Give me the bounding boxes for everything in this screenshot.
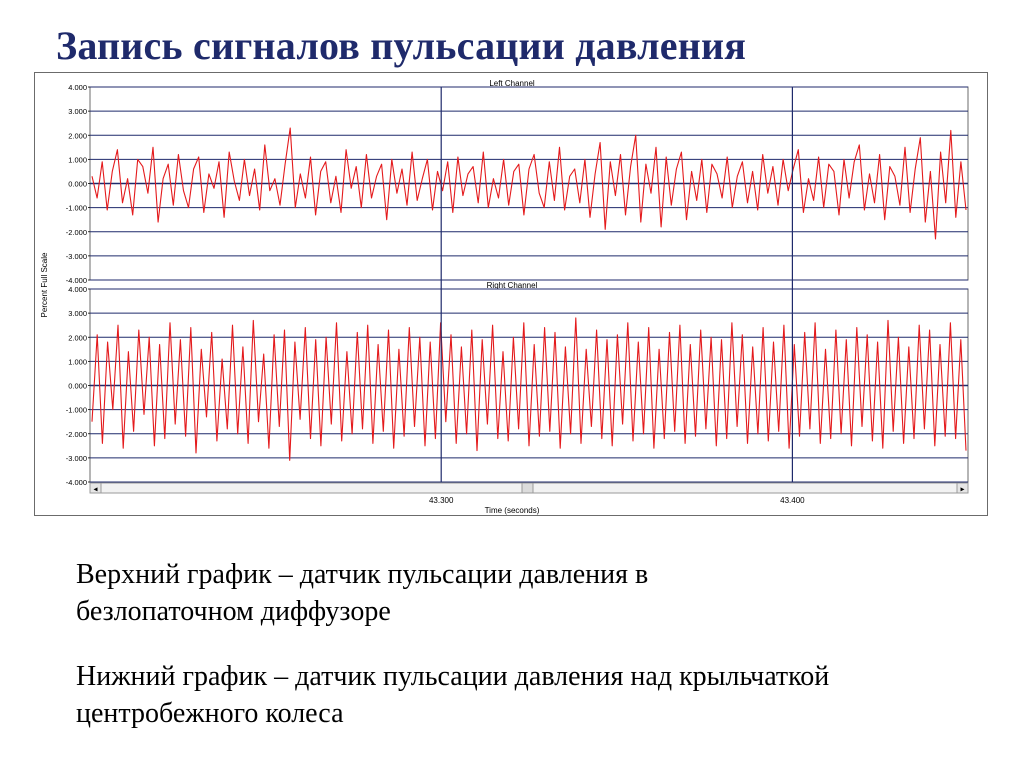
- right-y-tick-label: 2.000: [68, 333, 87, 343]
- left-y-tick-label: 3.000: [68, 107, 87, 117]
- right-y-tick-label: -4.000: [65, 478, 87, 487]
- left-y-tick-label: -2.000: [65, 227, 87, 237]
- left-y-tick-label: 0.000: [68, 179, 87, 189]
- scroll-right-arrow-icon: ▸: [960, 484, 965, 494]
- left-y-tick-label: -3.000: [65, 251, 87, 261]
- signal-chart: [35, 73, 989, 517]
- signal-chart-figure: [34, 72, 988, 516]
- caption-bottom-chart: Нижний график – датчик пульсации давления над крыльчаткой центробежного колеса: [76, 661, 830, 729]
- right-y-tick-label: 4.000: [68, 285, 87, 294]
- right-y-tick-label: 3.000: [68, 309, 87, 319]
- x-axis-label: Time (seconds): [484, 506, 540, 515]
- x-tick-label: 43.400: [780, 496, 805, 505]
- right-y-tick-label: -3.000: [65, 453, 87, 463]
- slide-title: Запись сигналов пульсации давления: [56, 23, 747, 68]
- right-y-tick-label: 1.000: [68, 357, 87, 367]
- left-y-tick-label: -1.000: [65, 203, 87, 213]
- left-y-tick-label: 2.000: [68, 131, 87, 141]
- scroll-left-arrow-icon: ◂: [93, 484, 98, 494]
- left-channel-title: Left Channel: [489, 79, 535, 88]
- scroll-thumb[interactable]: [522, 483, 533, 493]
- right-y-tick-label: 0.000: [68, 381, 87, 391]
- left-y-tick-label: 1.000: [68, 155, 87, 165]
- x-tick-label: 43.300: [428, 496, 454, 505]
- left-y-tick-label: 4.000: [68, 83, 87, 92]
- right-y-tick-label: -1.000: [65, 405, 87, 415]
- left-y-tick-label: -4.000: [65, 276, 87, 285]
- y-axis-label: Percent Full Scale: [40, 252, 49, 318]
- caption-top-chart: Верхний график – датчик пульсации давления в безлопаточном диффузоре: [76, 559, 649, 627]
- right-channel-title: Right Channel: [486, 281, 538, 290]
- right-y-tick-label: -2.000: [65, 429, 87, 439]
